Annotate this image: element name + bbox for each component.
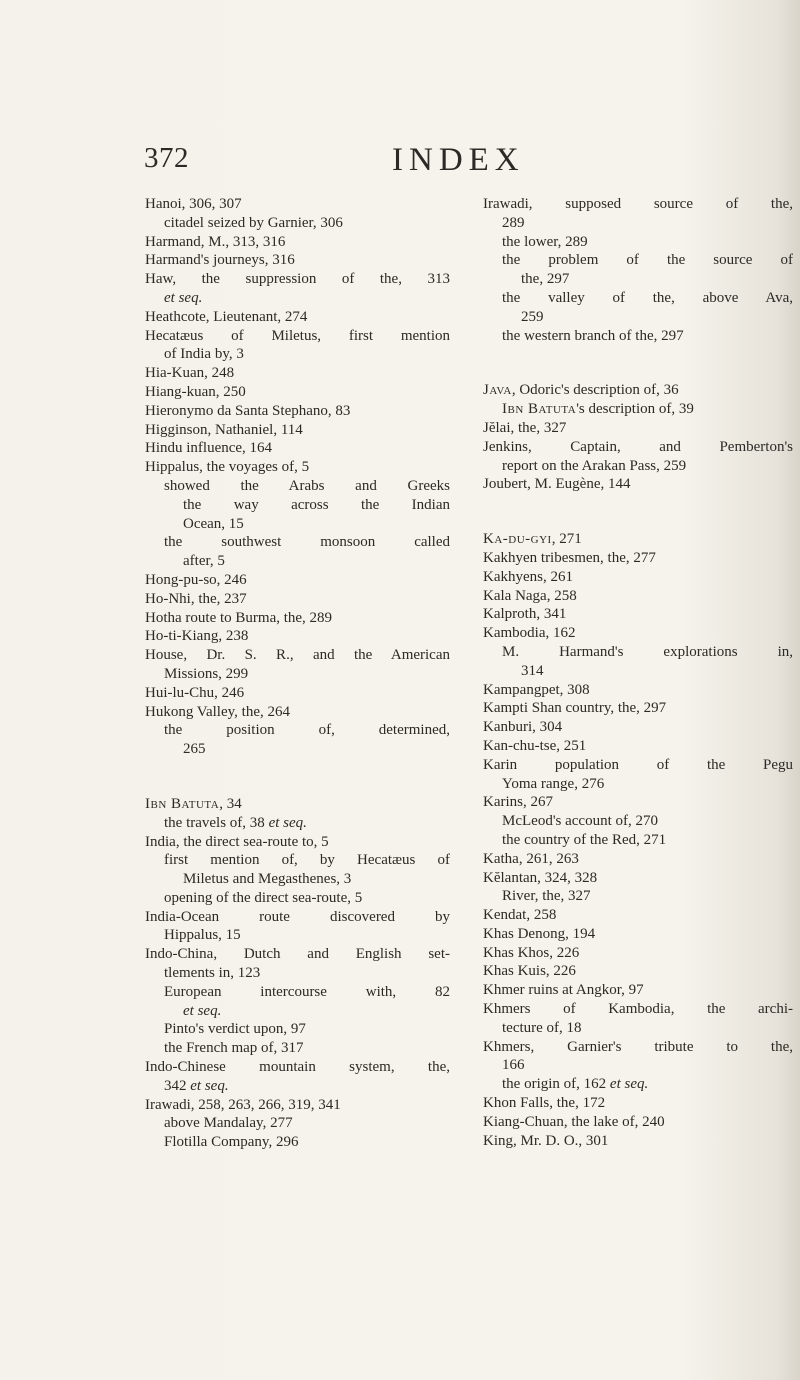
index-subentry <box>145 533 450 571</box>
index-line: House, Dr. S. R., and the American <box>145 647 450 664</box>
index-entry <box>145 945 450 983</box>
index-line: Kampti Shan country, the, 297 <box>483 700 667 717</box>
index-entry <box>145 383 450 402</box>
index-entry <box>483 718 793 737</box>
index-line: the French map of, 317 <box>164 1040 304 1057</box>
index-entry <box>483 737 793 756</box>
index-entry <box>145 609 450 628</box>
index-entry <box>483 381 793 400</box>
index-line: the western branch of the, 297 <box>502 327 684 344</box>
index-entry <box>483 587 793 606</box>
index-line: Kakhyen tribesmen, the, 277 <box>483 549 656 566</box>
index-line: Ka-du-gyi, 271 <box>483 531 582 548</box>
index-line: Indo-China, Dutch and English set- <box>145 946 450 963</box>
index-line: above Mandalay, 277 <box>164 1115 293 1132</box>
index-line: Karins, 267 <box>483 794 553 811</box>
index-line: the problem of the source of <box>502 252 793 269</box>
index-subentry <box>483 643 793 681</box>
index-entry <box>483 850 793 869</box>
index-subentry <box>145 983 450 1021</box>
index-entry <box>145 1058 450 1096</box>
index-line: the southwest monsoon called <box>164 534 450 551</box>
page-title: INDEX <box>392 142 525 178</box>
index-line: Indo-Chinese mountain system, the, <box>145 1059 450 1076</box>
index-entry <box>145 684 450 703</box>
index-line: Ibn Batuta, 34 <box>145 795 242 812</box>
index-line: Kendat, 258 <box>483 907 557 924</box>
index-line: Hippalus, 15 <box>164 927 241 944</box>
index-line: M. Harmand's explorations in, <box>502 643 793 660</box>
index-line: Kala Naga, 258 <box>483 587 577 604</box>
index-line: Khon Falls, the, 172 <box>483 1095 606 1112</box>
index-line: tlements in, 123 <box>164 965 261 982</box>
index-entry <box>483 869 793 888</box>
index-entry <box>145 646 450 684</box>
index-line: Higginson, Nathaniel, 114 <box>145 421 303 438</box>
index-subentry <box>483 812 793 831</box>
index-entry <box>483 1094 793 1113</box>
index-line: Khas Khos, 226 <box>483 944 580 961</box>
index-line: Hieronymo da Santa Stephano, 83 <box>145 402 351 419</box>
index-line: 289 <box>502 214 525 231</box>
index-line: Miletus and Megasthenes, 3 <box>183 871 352 888</box>
index-entry <box>483 475 793 494</box>
index-entry <box>483 419 793 438</box>
index-subentry <box>483 251 793 289</box>
index-subentry <box>145 1020 450 1039</box>
index-entry <box>145 421 450 440</box>
index-subentry <box>483 327 793 346</box>
index-line: Khmers, Garnier's tribute to the, <box>483 1038 793 1055</box>
index-entry <box>483 530 793 549</box>
index-line: Ibn Batuta's description of, 39 <box>502 401 694 418</box>
index-line: Kalproth, 341 <box>483 606 567 623</box>
index-line: Kanburi, 304 <box>483 719 563 736</box>
index-entry <box>145 270 450 308</box>
index-entry <box>145 439 450 458</box>
index-entry <box>483 624 793 643</box>
index-line: Katha, 261, 263 <box>483 850 579 867</box>
index-entry <box>483 1000 793 1038</box>
index-subentry <box>145 721 450 759</box>
section-gap <box>483 345 793 381</box>
index-line: Khas Denong, 194 <box>483 925 596 942</box>
index-entry <box>145 233 450 252</box>
index-subentry <box>483 831 793 850</box>
index-line: Kakhyens, 261 <box>483 568 573 585</box>
index-column-right <box>483 195 793 1150</box>
index-entry <box>483 925 793 944</box>
index-line: 314 <box>521 662 544 679</box>
index-entry <box>483 1132 793 1151</box>
index-entry <box>483 1038 793 1076</box>
index-line: Joubert, M. Eugène, 144 <box>483 476 631 493</box>
index-entry <box>483 962 793 981</box>
index-line: Hukong Valley, the, 264 <box>145 703 290 720</box>
index-entry <box>145 364 450 383</box>
index-line: European intercourse with, 82 <box>164 983 450 1000</box>
index-entry <box>483 756 793 794</box>
index-line: Harmand, M., 313, 316 <box>145 233 286 250</box>
index-entry <box>483 981 793 1000</box>
index-entry <box>483 195 793 233</box>
index-line: Kampangpet, 308 <box>483 681 590 698</box>
index-line: Harmand's journeys, 316 <box>145 252 295 269</box>
index-entry <box>483 944 793 963</box>
section-gap <box>483 494 793 530</box>
index-line: the, 297 <box>521 271 570 288</box>
index-entry <box>483 793 793 812</box>
index-line: Ho-Nhi, the, 237 <box>145 590 247 607</box>
index-line: Heathcote, Lieutenant, 274 <box>145 308 308 325</box>
index-entry <box>145 908 450 946</box>
index-line: report on the Arakan Pass, 259 <box>502 457 687 474</box>
index-entry <box>145 327 450 365</box>
index-entry <box>483 1113 793 1132</box>
index-subentry <box>483 400 793 419</box>
index-line: McLeod's account of, 270 <box>502 813 658 830</box>
index-subentry <box>145 1039 450 1058</box>
index-line: Missions, 299 <box>164 665 249 682</box>
index-line: the way across the Indian <box>183 496 450 513</box>
index-line: Hia-Kuan, 248 <box>145 365 235 382</box>
index-entry <box>483 699 793 718</box>
index-subentry <box>145 851 450 889</box>
index-line: Kan-chu-tse, 251 <box>483 737 587 754</box>
index-subentry <box>145 889 450 908</box>
index-line: Hiang-kuan, 250 <box>145 383 246 400</box>
index-line: Hindu influence, 164 <box>145 440 273 457</box>
section-gap <box>145 759 450 795</box>
index-line: Hanoi, 306, 307 <box>145 196 242 212</box>
index-line: Flotilla Company, 296 <box>164 1134 299 1151</box>
index-subentry <box>145 1133 450 1152</box>
index-line: first mention of, by Hecatæus of <box>164 852 450 869</box>
index-subentry <box>145 814 450 833</box>
index-line: King, Mr. D. O., 301 <box>483 1132 609 1149</box>
index-subentry <box>145 1114 450 1133</box>
index-line: the lower, 289 <box>502 233 588 250</box>
index-line: 259 <box>521 308 544 325</box>
index-line: Pinto's verdict upon, 97 <box>164 1021 306 1038</box>
index-column-left <box>145 195 450 1152</box>
index-line: Haw, the suppression of the, 313 <box>145 271 450 288</box>
index-line: the travels of, 38 et seq. <box>164 814 307 831</box>
index-entry <box>145 795 450 814</box>
index-line: Kĕlantan, 324, 328 <box>483 869 598 886</box>
index-entry <box>145 627 450 646</box>
index-entry <box>483 906 793 925</box>
index-entry <box>145 308 450 327</box>
index-subentry <box>145 214 450 233</box>
index-line: River, the, 327 <box>502 888 591 905</box>
index-line: of India by, 3 <box>164 346 244 363</box>
index-entry <box>145 703 450 722</box>
page-number: 372 <box>144 142 189 174</box>
page-header <box>144 142 684 182</box>
index-line: Karin population of the Pegu <box>483 756 793 773</box>
index-line: Irawadi, supposed source of the, <box>483 196 793 212</box>
index-line: et seq. <box>183 1002 222 1019</box>
index-line: Jĕlai, the, 327 <box>483 419 567 436</box>
index-line: 166 <box>502 1057 525 1074</box>
index-line: Hotha route to Burma, the, 289 <box>145 609 333 626</box>
index-subentry <box>483 1075 793 1094</box>
index-line: Irawadi, 258, 263, 266, 319, 341 <box>145 1096 341 1113</box>
index-line: Jenkins, Captain, and Pemberton's <box>483 438 793 455</box>
index-entry <box>483 681 793 700</box>
index-line: 342 et seq. <box>164 1077 229 1094</box>
index-line: showed the Arabs and Greeks <box>164 477 450 494</box>
index-line: Khmer ruins at Angkor, 97 <box>483 982 644 999</box>
index-subentry <box>483 233 793 252</box>
index-entry <box>145 402 450 421</box>
index-line: Khas Kuis, 226 <box>483 963 576 980</box>
index-entry <box>145 251 450 270</box>
index-entry <box>145 1096 450 1115</box>
index-line: India, the direct sea-route to, 5 <box>145 833 329 850</box>
index-subentry <box>483 887 793 906</box>
index-subentry <box>145 477 450 533</box>
index-line: Hecatæus of Miletus, first mention <box>145 327 450 344</box>
index-line: Ho-ti-Kiang, 238 <box>145 628 249 645</box>
index-subentry <box>483 289 793 327</box>
index-line: Hippalus, the voyages of, 5 <box>145 459 310 476</box>
index-line: the country of the Red, 271 <box>502 831 667 848</box>
index-line: 265 <box>183 741 206 758</box>
index-line: tecture of, 18 <box>502 1019 582 1036</box>
index-entry <box>483 568 793 587</box>
index-line: Khmers of Kambodia, the archi- <box>483 1001 793 1018</box>
index-line: Hui-lu-Chu, 246 <box>145 684 245 701</box>
index-line: India-Ocean route discovered by <box>145 908 450 925</box>
index-line: citadel seized by Garnier, 306 <box>164 214 343 231</box>
index-line: Kambodia, 162 <box>483 625 576 642</box>
index-entry <box>145 590 450 609</box>
index-line: Java, Odoric's description of, 36 <box>483 382 679 399</box>
index-line: opening of the direct sea-route, 5 <box>164 889 363 906</box>
index-entry <box>145 195 450 214</box>
index-line: Ocean, 15 <box>183 515 244 532</box>
index-entry <box>145 833 450 852</box>
index-line: after, 5 <box>183 553 225 570</box>
index-line: Hong-pu-so, 246 <box>145 571 247 588</box>
index-entry <box>483 549 793 568</box>
index-line: Yoma range, 276 <box>502 775 605 792</box>
index-entry <box>483 605 793 624</box>
index-line: Kiang-Chuan, the lake of, 240 <box>483 1113 665 1130</box>
index-line: the origin of, 162 et seq. <box>502 1076 649 1093</box>
index-line: et seq. <box>164 289 203 306</box>
index-entry <box>145 571 450 590</box>
index-entry <box>483 438 793 476</box>
index-line: the valley of the, above Ava, <box>502 289 793 306</box>
index-line: the position of, determined, <box>164 722 450 739</box>
index-entry <box>145 458 450 477</box>
